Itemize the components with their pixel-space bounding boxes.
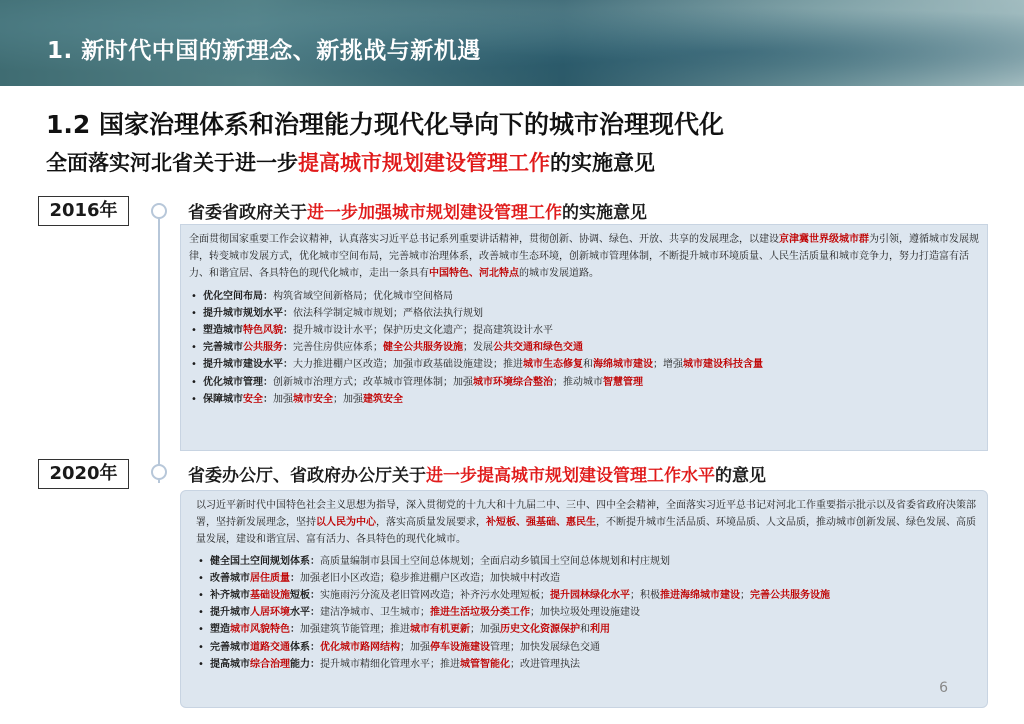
bullet-highlight: 利用: [590, 624, 610, 636]
bullet-highlight: 公共交通和绿色交通: [493, 342, 583, 354]
bullet-highlight: 停车设施建设: [430, 641, 490, 653]
bullet-highlight: 城市建设科技含量: [683, 359, 763, 371]
bullet-item: [196, 604, 979, 621]
bullet-text: ；发展: [463, 342, 493, 354]
bullet-highlight: 优化城市路网结构: [320, 641, 400, 653]
year-label-2020: 2020年: [38, 459, 129, 489]
bullet-label: 能力：: [290, 658, 320, 670]
section-2016-bullet-list: [189, 288, 979, 408]
bullet-text: 和: [580, 624, 590, 636]
bullet-highlight: 完善公共服务设施: [750, 590, 830, 602]
slide-subtitle-2: [46, 147, 655, 177]
bullet-label: 提升城市规划水平：: [203, 307, 293, 319]
bullet-text: 加强建筑节能管理；推进: [300, 624, 410, 636]
bullet-text: ；改进管理执法: [510, 658, 580, 670]
bullet-highlight: 提升园林绿化水平: [550, 590, 630, 602]
section-2016-title-suffix: 的实施意见: [562, 203, 647, 223]
bullet-text: 提升城市精细化管理水平；推进: [320, 658, 460, 670]
bullet-highlight: 城管智能化: [460, 658, 510, 670]
bullet-text: ；加快垃圾处理设施建设: [530, 607, 640, 619]
bullet-text: ；加强: [400, 641, 430, 653]
bullet-item: [189, 391, 979, 408]
bullet-text: 完善住房供应体系；: [293, 342, 383, 354]
bullet-highlight: 综合治理: [250, 658, 290, 670]
bullet-highlight: 居住质量: [250, 572, 290, 584]
bullet-text: 大力推进棚户区改造；加强市政基础设施建设；推进: [293, 359, 523, 371]
section-2020-title: [188, 461, 766, 486]
bullet-highlight: 历史文化资源保护: [500, 624, 580, 636]
page-number: 6: [939, 680, 948, 696]
bullet-item: [196, 553, 979, 570]
bullet-item: [189, 339, 979, 356]
bullet-label: ：: [283, 342, 293, 354]
bullet-highlight: 安全: [243, 393, 263, 405]
bullet-label: 优化城市管理：: [203, 376, 273, 388]
bullet-label: 体系：: [290, 641, 320, 653]
bullet-label: 改善城市: [210, 572, 250, 584]
bullet-text: 构筑省域空间新格局；优化城市空间格局: [273, 290, 453, 302]
section-2016-content-box: [180, 224, 988, 451]
intro-text: 的城市发展道路。: [519, 268, 599, 280]
bullet-label: 提高城市: [210, 658, 250, 670]
bullet-text: 加强老旧小区改造；稳步推进棚户区改造；加快城中村改造: [300, 572, 560, 584]
intro-text: ，落实高质量发展要求，: [376, 517, 486, 529]
bullet-label: 完善城市: [203, 342, 243, 354]
bullet-text: ；积极: [630, 590, 660, 602]
bullet-label: 塑造: [210, 624, 230, 636]
bullet-item: [189, 322, 979, 339]
bullet-text: 高质量编制市县国土空间总体规划；全面启动乡镇国土空间总体规划和村庄规划: [320, 555, 670, 567]
bullet-highlight: 公共服务: [243, 342, 283, 354]
intro-highlight: 以人民为中心: [316, 517, 376, 529]
bullet-item: [189, 305, 979, 322]
bullet-text: 提升城市设计水平；保护历史文化遗产；提高建筑设计水平: [293, 325, 553, 337]
bullet-highlight: 基础设施: [250, 590, 290, 602]
bullet-label: 补齐城市: [210, 590, 250, 602]
bullet-highlight: 推进海绵城市建设: [660, 590, 740, 602]
section-2016-title-highlight: 进一步加强城市规划建设管理工作: [307, 203, 562, 223]
bullet-highlight: 城市环境综合整治: [473, 376, 553, 388]
bullet-highlight: 城市安全: [293, 393, 333, 405]
bullet-highlight: 智慧管理: [603, 376, 643, 388]
bullet-label: 保障城市: [203, 393, 243, 405]
timeline-dot-2016: [151, 203, 167, 219]
bullet-text: ；: [740, 590, 750, 602]
section-2020-title-highlight: 进一步提高城市规划建设管理工作水平: [426, 466, 715, 486]
section-2016-title: [188, 198, 647, 223]
bullet-label: ：: [290, 572, 300, 584]
section-2020-intro: [196, 497, 979, 549]
section-2020-title-prefix: 省委办公厅、省政府办公厅关于: [188, 466, 426, 486]
bullet-highlight: 人居环境: [250, 607, 290, 619]
bullet-text: ；加强: [333, 393, 363, 405]
bullet-text: 建洁净城市、卫生城市；: [320, 607, 430, 619]
bullet-item: [189, 288, 979, 305]
bullet-item: [196, 570, 979, 587]
bullet-item: [196, 639, 979, 656]
bullet-text: 和: [583, 359, 593, 371]
bullet-label: 塑造城市: [203, 325, 243, 337]
bullet-text: ；推动城市: [553, 376, 603, 388]
bullet-label: ：: [290, 624, 300, 636]
bullet-label: 完善城市: [210, 641, 250, 653]
section-2020-bullet-list: [196, 553, 979, 673]
timeline-line: [158, 213, 160, 483]
bullet-highlight: 道路交通: [250, 641, 290, 653]
bullet-label: 提升城市建设水平：: [203, 359, 293, 371]
bullet-label: 短板：: [290, 590, 320, 602]
bullet-label: ：: [263, 393, 273, 405]
bullet-highlight: 特色风貌: [243, 325, 283, 337]
slide-subtitle: 1.2 国家治理体系和治理能力现代化导向下的城市治理现代化: [46, 110, 724, 139]
bullet-text: ；增强: [653, 359, 683, 371]
subtitle2-suffix: 的实施意见: [550, 151, 655, 175]
intro-text: ，不断提升城市生活品质、环境品质、人文品质，推动城市创新发展、绿色发展、高质量发展，建设和谐宜居、富有活力、各具特色的现代化城市。: [196, 517, 976, 546]
bullet-highlight: 推进生活垃圾分类工作: [430, 607, 530, 619]
intro-text: 全面贯彻国家重要工作会议精神，认真落实习近平总书记系列重要讲话精神，贯彻创新、协调、绿色、开放、共享的发展理念，以建设: [189, 234, 779, 245]
page-section-title: 1. 新时代中国的新理念、新挑战与新机遇: [47, 38, 481, 64]
section-2016-title-prefix: 省委省政府关于: [188, 203, 307, 223]
bullet-label: 优化空间布局：: [203, 290, 273, 302]
header-banner: [0, 0, 1024, 86]
bullet-item: [196, 656, 979, 673]
timeline-dot-2020: [151, 464, 167, 480]
bullet-label: ：: [283, 325, 293, 337]
bullet-highlight: 城市风貌特色: [230, 624, 290, 636]
subtitle2-prefix: 全面落实河北省关于进一步: [46, 151, 298, 175]
bullet-highlight: 建筑安全: [363, 393, 403, 405]
bullet-highlight: 健全公共服务设施: [383, 342, 463, 354]
bullet-label: 提升城市: [210, 607, 250, 619]
bullet-item: [196, 587, 979, 604]
intro-text: 以习近平新时代中国特色社会主义思想为指导，深入贯彻党的十九大和十九届二中、三中、四中全会精神，全面落实习近平总书记对河北工作重要指示批示以及省委省政府决策部署，坚持新发展理念，坚持: [196, 500, 976, 529]
section-2020-title-suffix: 的意见: [715, 466, 766, 486]
intro-highlight: 补短板、强基础、惠民生: [486, 517, 596, 529]
bullet-item: [189, 356, 979, 373]
subtitle2-highlight: 提高城市规划建设管理工作: [298, 151, 550, 175]
bullet-label: 健全国土空间规划体系：: [210, 555, 320, 567]
section-2020-content-box: [180, 490, 988, 708]
year-label-2016: 2016年: [38, 196, 129, 226]
bullet-text: ；加强: [470, 624, 500, 636]
bullet-label: 水平：: [290, 607, 320, 619]
bullet-highlight: 城市生态修复: [523, 359, 583, 371]
bullet-text: 依法科学制定城市规划；严格依法执行规划: [293, 307, 483, 319]
intro-highlight: 中国特色、河北特点: [429, 268, 519, 280]
bullet-item: [189, 374, 979, 391]
bullet-text: 实施雨污分流及老旧管网改造；补齐污水处理短板；: [320, 590, 550, 602]
intro-text: 为引领，遵循城市发展规律，转变城市发展方式，优化城市空间布局，完善城市治理体系，改善城市生态环境，创新城市管理体制，不断提升城市环境质量、人民生活质量和城市竞争力，努力打造富有活力、和谐宜居、各具特色的现代化城市，走出一条具有: [189, 234, 979, 280]
bullet-highlight: 海绵城市建设: [593, 359, 653, 371]
bullet-highlight: 城市有机更新: [410, 624, 470, 636]
bullet-text: 创新城市治理方式；改革城市管理体制；加强: [273, 376, 473, 388]
bullet-text: 加强: [273, 393, 293, 405]
intro-highlight: 京津冀世界级城市群: [779, 234, 869, 245]
section-2016-intro: [189, 231, 979, 283]
bullet-text: 管理；加快发展绿色交通: [490, 641, 600, 653]
bullet-item: [196, 621, 979, 638]
